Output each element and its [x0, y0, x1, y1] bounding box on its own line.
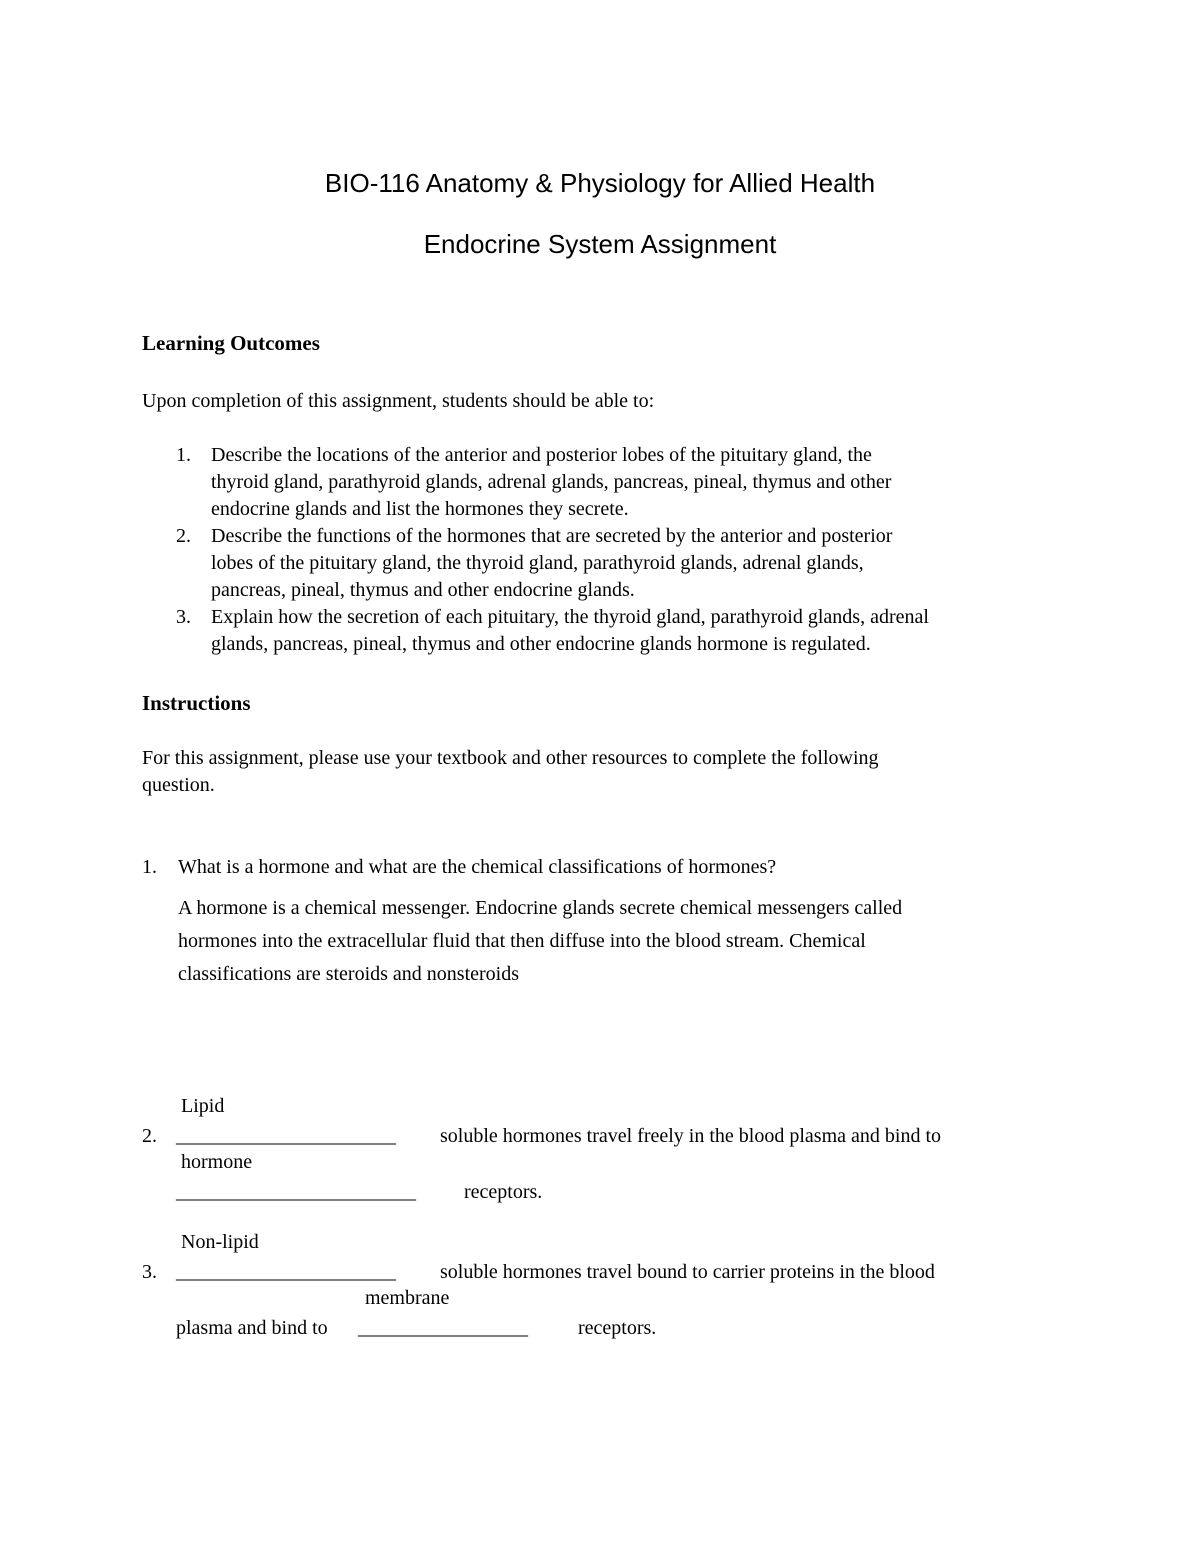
question-3-text-2-prefix: plasma and bind to — [176, 1317, 328, 1339]
outcome-1-number: 1. — [176, 444, 191, 466]
outcome-3-number: 3. — [176, 606, 191, 628]
learning-outcomes-heading: Learning Outcomes — [142, 331, 320, 355]
outcome-1-line: Describe the locations of the anterior and posterior lobes of the pituitary gland, the — [211, 444, 872, 466]
question-2-number: 2. — [142, 1125, 157, 1147]
instructions-heading: Instructions — [142, 691, 251, 715]
question-3-text-2: receptors. — [578, 1317, 657, 1339]
question-1-answer-line: hormones into the extracellular fluid that then diffuse into the blood stream. Chemical — [178, 930, 866, 952]
question-3-answer-1: Non-lipid — [181, 1231, 259, 1253]
question-2-text-2: receptors. — [464, 1181, 543, 1203]
question-1-text: What is a hormone and what are the chemical classifications of hormones? — [178, 856, 777, 878]
document-subtitle: Endocrine System Assignment — [423, 229, 777, 259]
outcome-1-line: thyroid gland, parathyroid glands, adrenal glands, pancreas, pineal, thymus and other — [211, 471, 892, 493]
outcome-2-line: lobes of the pituitary gland, the thyroid gland, parathyroid glands, adrenal glands, — [211, 552, 864, 574]
outcome-2-line: pancreas, pineal, thymus and other endocrine glands. — [211, 579, 635, 601]
question-2-blank-2: ________________________ — [176, 1181, 416, 1203]
outcome-3-line: glands, pancreas, pineal, thymus and other endocrine glands hormone is regulated. — [211, 633, 871, 655]
question-2-text-1: soluble hormones travel freely in the blood plasma and bind to — [440, 1125, 941, 1147]
question-2-answer-2: hormone — [181, 1151, 253, 1173]
question-2-blank-1: ______________________ — [176, 1125, 396, 1147]
instructions-line: For this assignment, please use your textbook and other resources to complete the following — [142, 747, 879, 769]
question-3-blank-2: _________________ — [358, 1317, 528, 1339]
outcome-2-number: 2. — [176, 525, 191, 547]
question-2-answer-1: Lipid — [181, 1095, 225, 1117]
document-title: BIO-116 Anatomy & Physiology for Allied Health — [324, 168, 876, 198]
question-3-number: 3. — [142, 1261, 157, 1283]
outcome-2-line: Describe the functions of the hormones that are secreted by the anterior and posterior — [211, 525, 893, 547]
question-1-number: 1. — [142, 856, 157, 878]
question-3-text-1: soluble hormones travel bound to carrier proteins in the blood — [440, 1261, 935, 1283]
question-3-answer-2: membrane — [365, 1287, 450, 1309]
question-3-blank-1: ______________________ — [176, 1261, 396, 1283]
outcome-3-line: Explain how the secretion of each pituitary, the thyroid gland, parathyroid glands, adrenal — [211, 606, 929, 628]
question-1-answer-line: classifications are steroids and nonsteroids — [178, 963, 520, 985]
outcome-1-line: endocrine glands and list the hormones they secrete. — [211, 498, 629, 520]
question-1-answer-line: A hormone is a chemical messenger. Endocrine glands secrete chemical messengers called — [178, 897, 903, 919]
learning-outcomes-intro: Upon completion of this assignment, students should be able to: — [142, 390, 655, 412]
instructions-line: question. — [142, 774, 215, 796]
